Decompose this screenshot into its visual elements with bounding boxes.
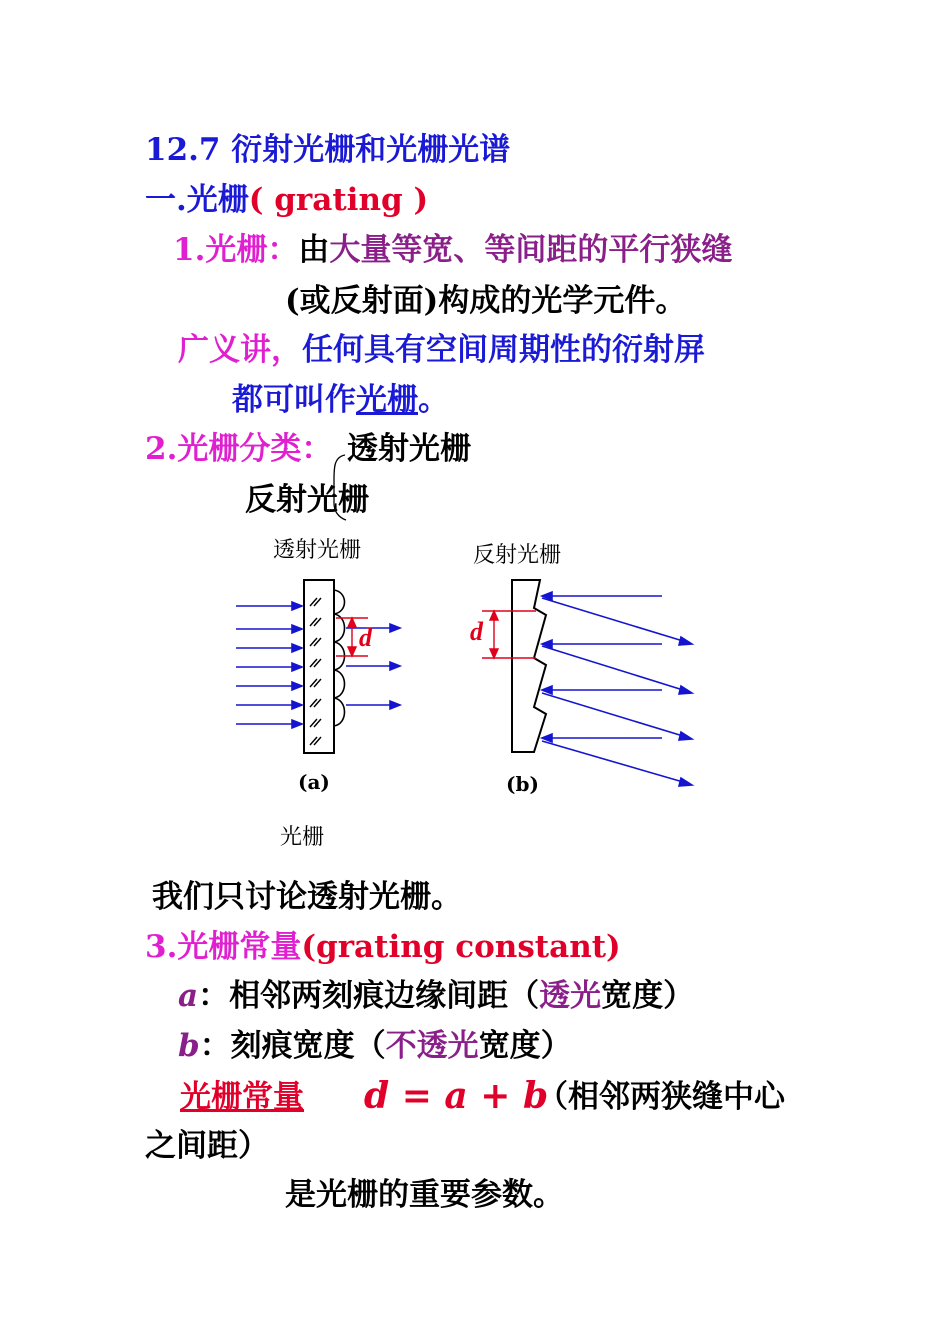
page-title: 12.7 衍射光栅和光栅光谱 bbox=[145, 132, 511, 168]
reflected-rays bbox=[542, 598, 692, 786]
incident-rays bbox=[236, 602, 302, 728]
b-definition bbox=[178, 1026, 572, 1066]
a-text-2: 宽度） bbox=[601, 978, 695, 1014]
type-transmission: 透射光栅 bbox=[347, 431, 471, 467]
item-1-number: 1.光栅： bbox=[173, 232, 299, 268]
formula-note-2: 之间距） bbox=[145, 1128, 269, 1164]
importance-note: 是光栅的重要参数。 bbox=[285, 1177, 564, 1213]
general-prefix: 广义讲， bbox=[178, 332, 302, 368]
d-label-a: d bbox=[359, 623, 372, 652]
label-reflection: 反射光栅 bbox=[473, 543, 562, 568]
general-text-2: 都可叫作 bbox=[232, 382, 356, 418]
b-text-2: 宽度） bbox=[478, 1028, 572, 1064]
formula-note-1: （相邻两狭缝中心 bbox=[537, 1079, 785, 1115]
label-transmission: 透射光栅 bbox=[273, 538, 362, 563]
type-reflection: 反射光栅 bbox=[245, 482, 369, 518]
section-1-english: ( grating ) bbox=[248, 182, 429, 218]
general-end: 。 bbox=[418, 382, 449, 418]
item-1-def-lead: 由 bbox=[298, 232, 330, 268]
sub-label-b: (b) bbox=[506, 772, 539, 796]
transmission-grating-plate bbox=[304, 580, 334, 753]
item-1-def-highlight: 大量等宽、等间距的平行狭缝 bbox=[329, 232, 733, 268]
item-3-heading bbox=[145, 927, 621, 967]
reflection-incident-rays bbox=[542, 592, 662, 742]
a-definition bbox=[178, 976, 694, 1016]
a-text-1: ：相邻两刻痕边缘间距（ bbox=[198, 978, 540, 1014]
general-text: 任何具有空间周期性的衍射屏 bbox=[302, 332, 705, 368]
b-highlight: 不透光 bbox=[385, 1028, 479, 1064]
constant-formula: d = a + b bbox=[364, 1075, 549, 1117]
lens-profile bbox=[334, 590, 345, 726]
transmitted-rays bbox=[346, 624, 400, 709]
b-text-1: ：刻痕宽度（ bbox=[199, 1028, 386, 1064]
reflection-grating-plate bbox=[512, 580, 546, 752]
grating-link[interactable]: 光栅 bbox=[356, 382, 418, 418]
constant-label: 光栅常量 bbox=[180, 1079, 304, 1115]
item-2-number: 2.光栅分类： bbox=[145, 431, 333, 467]
section-1-prefix: 一.光栅 bbox=[145, 182, 249, 218]
figure-caption: 光栅 bbox=[280, 825, 325, 850]
item-3-number: 3.光栅常量 bbox=[145, 929, 302, 965]
item-1-def-continuation: (或反射面)构成的光学元件。 bbox=[285, 283, 687, 319]
classification-brace bbox=[334, 455, 346, 520]
note-transmission-only: 我们只讨论透射光栅。 bbox=[152, 879, 462, 915]
a-variable: a bbox=[178, 978, 199, 1014]
item-3-english: (grating constant) bbox=[301, 929, 621, 965]
d-label-b: d bbox=[470, 617, 483, 646]
b-variable: b bbox=[178, 1028, 200, 1064]
sub-label-a: (a) bbox=[298, 770, 330, 794]
a-highlight: 透光 bbox=[539, 978, 602, 1014]
